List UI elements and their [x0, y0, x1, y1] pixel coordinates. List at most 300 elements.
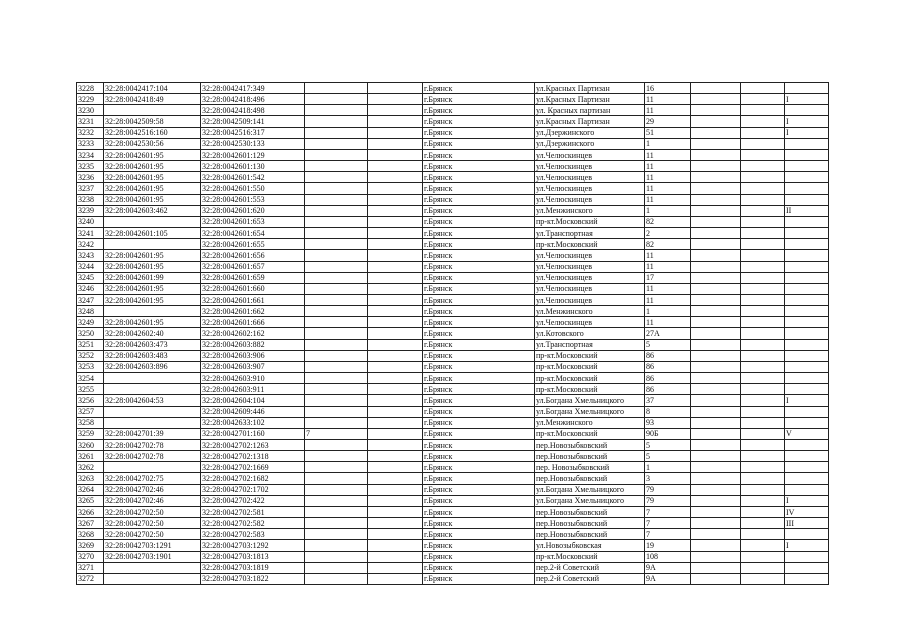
house-cell: 1: [645, 138, 691, 149]
street-cell: пер.Новозыбковский: [535, 473, 645, 484]
extra-cell-3: [691, 451, 741, 462]
extra-cell-4: [741, 451, 785, 462]
table-row: [77, 417, 829, 428]
street-cell: пер.Новозыбковский: [535, 451, 645, 462]
object-cadastral-cell: 32:28:0042702:1682: [201, 473, 305, 484]
object-cadastral-cell: 32:28:0042601:660: [201, 283, 305, 294]
house-cell: 7: [645, 518, 691, 529]
table-row: [77, 294, 829, 305]
roman-code-cell: I: [785, 495, 829, 506]
street-cell: ул.Новозыбковская: [535, 540, 645, 551]
row-number-cell: 3231: [77, 116, 104, 127]
extra-cell-1: [305, 261, 368, 272]
extra-cell-3: [691, 228, 741, 239]
land-cadastral-cell: 32:28:0042702:75: [104, 473, 201, 484]
table-row: [77, 127, 829, 138]
row-number-cell: 3255: [77, 384, 104, 395]
city-cell: г.Брянск: [423, 540, 535, 551]
house-cell: 11: [645, 161, 691, 172]
object-cadastral-cell: 32:28:0042702:581: [201, 506, 305, 517]
row-number-cell: 3241: [77, 228, 104, 239]
extra-cell-4: [741, 194, 785, 205]
extra-cell-1: [305, 451, 368, 462]
roman-code-cell: [785, 317, 829, 328]
extra-cell-4: [741, 138, 785, 149]
extra-cell-2: [368, 373, 423, 384]
extra-cell-3: [691, 529, 741, 540]
house-cell: 79: [645, 495, 691, 506]
house-cell: 93: [645, 417, 691, 428]
extra-cell-3: [691, 395, 741, 406]
extra-cell-4: [741, 239, 785, 250]
city-cell: г.Брянск: [423, 518, 535, 529]
row-number-cell: 3269: [77, 540, 104, 551]
land-cadastral-cell: 32:28:0042601:95: [104, 183, 201, 194]
row-number-cell: 3232: [77, 127, 104, 138]
extra-cell-4: [741, 127, 785, 138]
extra-cell-4: [741, 272, 785, 283]
extra-cell-3: [691, 328, 741, 339]
table-row: [77, 205, 829, 216]
extra-cell-3: [691, 161, 741, 172]
extra-cell-1: [305, 540, 368, 551]
table-row: [77, 306, 829, 317]
land-cadastral-cell: [104, 573, 201, 584]
extra-cell-2: [368, 228, 423, 239]
city-cell: г.Брянск: [423, 105, 535, 116]
extra-cell-1: [305, 495, 368, 506]
extra-cell-4: [741, 440, 785, 451]
object-cadastral-cell: 32:28:0042601:553: [201, 194, 305, 205]
land-cadastral-cell: 32:28:0042603:462: [104, 205, 201, 216]
land-cadastral-cell: 32:28:0042702:50: [104, 518, 201, 529]
extra-cell-3: [691, 317, 741, 328]
roman-code-cell: [785, 562, 829, 573]
table-row: [77, 473, 829, 484]
extra-cell-2: [368, 283, 423, 294]
object-cadastral-cell: 32:28:0042609:446: [201, 406, 305, 417]
object-cadastral-cell: 32:28:0042601:656: [201, 250, 305, 261]
extra-cell-2: [368, 183, 423, 194]
house-cell: 5: [645, 339, 691, 350]
house-cell: 27А: [645, 328, 691, 339]
extra-cell-3: [691, 294, 741, 305]
street-cell: пер.2-й Советский: [535, 573, 645, 584]
extra-cell-2: [368, 529, 423, 540]
land-cadastral-cell: 32:28:0042602:40: [104, 328, 201, 339]
house-cell: 86: [645, 373, 691, 384]
extra-cell-1: [305, 417, 368, 428]
object-cadastral-cell: 32:28:0042702:1669: [201, 462, 305, 473]
street-cell: ул.Красных Партизан: [535, 94, 645, 105]
extra-cell-4: [741, 395, 785, 406]
table-row: [77, 261, 829, 272]
roman-code-cell: [785, 161, 829, 172]
table-row: [77, 529, 829, 540]
house-cell: 108: [645, 551, 691, 562]
table-row: [77, 216, 829, 227]
row-number-cell: 3248: [77, 306, 104, 317]
extra-cell-2: [368, 384, 423, 395]
house-cell: 11: [645, 317, 691, 328]
object-cadastral-cell: 32:28:0042601:129: [201, 149, 305, 160]
extra-cell-1: [305, 484, 368, 495]
roman-code-cell: [785, 239, 829, 250]
house-cell: 82: [645, 216, 691, 227]
house-cell: 9А: [645, 573, 691, 584]
object-cadastral-cell: 32:28:0042702:1263: [201, 440, 305, 451]
city-cell: г.Брянск: [423, 451, 535, 462]
object-cadastral-cell: 32:28:0042703:1292: [201, 540, 305, 551]
extra-cell-4: [741, 484, 785, 495]
land-cadastral-cell: 32:28:0042601:95: [104, 294, 201, 305]
extra-cell-2: [368, 205, 423, 216]
house-cell: 17: [645, 272, 691, 283]
roman-code-cell: [785, 194, 829, 205]
table-row: [77, 406, 829, 417]
land-cadastral-cell: 32:28:0042516:160: [104, 127, 201, 138]
extra-cell-2: [368, 339, 423, 350]
house-cell: 5: [645, 451, 691, 462]
table-row: [77, 83, 829, 94]
extra-cell-1: [305, 283, 368, 294]
table-row: [77, 573, 829, 584]
extra-cell-3: [691, 339, 741, 350]
extra-cell-3: [691, 239, 741, 250]
extra-cell-3: [691, 573, 741, 584]
table-row: [77, 339, 829, 350]
row-number-cell: 3228: [77, 83, 104, 94]
house-cell: 11: [645, 261, 691, 272]
extra-cell-4: [741, 518, 785, 529]
extra-cell-3: [691, 149, 741, 160]
land-cadastral-cell: [104, 216, 201, 227]
street-cell: ул.Менжинского: [535, 417, 645, 428]
roman-code-cell: [785, 149, 829, 160]
city-cell: г.Брянск: [423, 462, 535, 473]
extra-cell-4: [741, 540, 785, 551]
extra-cell-1: [305, 194, 368, 205]
extra-cell-2: [368, 395, 423, 406]
house-cell: 79: [645, 484, 691, 495]
street-cell: ул.Богдана Хмельницкого: [535, 495, 645, 506]
extra-cell-4: [741, 406, 785, 417]
roman-code-cell: [785, 261, 829, 272]
roman-code-cell: [785, 350, 829, 361]
extra-cell-1: [305, 506, 368, 517]
land-cadastral-cell: 32:28:0042603:896: [104, 361, 201, 372]
house-cell: 11: [645, 283, 691, 294]
street-cell: ул.Челюскинцев: [535, 194, 645, 205]
row-number-cell: 3245: [77, 272, 104, 283]
street-cell: ул.Челюскинцев: [535, 283, 645, 294]
city-cell: г.Брянск: [423, 138, 535, 149]
land-cadastral-cell: 32:28:0042601:95: [104, 317, 201, 328]
street-cell: ул.Челюскинцев: [535, 183, 645, 194]
city-cell: г.Брянск: [423, 529, 535, 540]
street-cell: пр-кт.Московский: [535, 216, 645, 227]
extra-cell-1: [305, 373, 368, 384]
city-cell: г.Брянск: [423, 339, 535, 350]
extra-cell-4: [741, 261, 785, 272]
land-cadastral-cell: [104, 373, 201, 384]
extra-cell-4: [741, 473, 785, 484]
land-cadastral-cell: 32:28:0042703:1291: [104, 540, 201, 551]
row-number-cell: 3270: [77, 551, 104, 562]
extra-cell-3: [691, 484, 741, 495]
city-cell: г.Брянск: [423, 373, 535, 384]
table-row: [77, 451, 829, 462]
table-row: [77, 317, 829, 328]
table-row: [77, 361, 829, 372]
extra-cell-1: [305, 294, 368, 305]
extra-cell-3: [691, 138, 741, 149]
extra-cell-3: [691, 562, 741, 573]
house-cell: 11: [645, 172, 691, 183]
extra-cell-4: [741, 417, 785, 428]
extra-cell-1: [305, 473, 368, 484]
city-cell: г.Брянск: [423, 328, 535, 339]
row-number-cell: 3256: [77, 395, 104, 406]
city-cell: г.Брянск: [423, 573, 535, 584]
object-cadastral-cell: 32:28:0042702:1702: [201, 484, 305, 495]
object-cadastral-cell: 32:28:0042530:133: [201, 138, 305, 149]
city-cell: г.Брянск: [423, 562, 535, 573]
extra-cell-2: [368, 161, 423, 172]
table-row: [77, 272, 829, 283]
row-number-cell: 3271: [77, 562, 104, 573]
extra-cell-2: [368, 518, 423, 529]
roman-code-cell: I: [785, 395, 829, 406]
extra-cell-2: [368, 194, 423, 205]
city-cell: г.Брянск: [423, 216, 535, 227]
row-number-cell: 3242: [77, 239, 104, 250]
extra-cell-1: [305, 228, 368, 239]
extra-cell-2: [368, 417, 423, 428]
street-cell: пер.Новозыбковский: [535, 440, 645, 451]
land-cadastral-cell: [104, 462, 201, 473]
extra-cell-4: [741, 317, 785, 328]
extra-cell-1: [305, 529, 368, 540]
city-cell: г.Брянск: [423, 116, 535, 127]
extra-cell-4: [741, 361, 785, 372]
roman-code-cell: [785, 451, 829, 462]
extra-cell-4: [741, 149, 785, 160]
house-cell: 1: [645, 306, 691, 317]
extra-cell-2: [368, 172, 423, 183]
roman-code-cell: [785, 417, 829, 428]
object-cadastral-cell: 32:28:0042702:1318: [201, 451, 305, 462]
extra-cell-3: [691, 428, 741, 439]
table-row: [77, 562, 829, 573]
extra-cell-2: [368, 440, 423, 451]
city-cell: г.Брянск: [423, 194, 535, 205]
object-cadastral-cell: 32:28:0042601:620: [201, 205, 305, 216]
object-cadastral-cell: 32:28:0042601:666: [201, 317, 305, 328]
extra-cell-2: [368, 138, 423, 149]
roman-code-cell: [785, 529, 829, 540]
land-cadastral-cell: [104, 306, 201, 317]
table-row: [77, 395, 829, 406]
street-cell: ул.Красных Партизан: [535, 116, 645, 127]
land-cadastral-cell: 32:28:0042702:50: [104, 506, 201, 517]
table-row: [77, 540, 829, 551]
row-number-cell: 3251: [77, 339, 104, 350]
extra-cell-1: [305, 350, 368, 361]
row-number-cell: 3244: [77, 261, 104, 272]
roman-code-cell: [785, 250, 829, 261]
roman-code-cell: I: [785, 94, 829, 105]
extra-cell-1: [305, 205, 368, 216]
object-cadastral-cell: 32:28:0042516:317: [201, 127, 305, 138]
city-cell: г.Брянск: [423, 205, 535, 216]
extra-cell-2: [368, 551, 423, 562]
roman-code-cell: [785, 294, 829, 305]
city-cell: г.Брянск: [423, 250, 535, 261]
object-cadastral-cell: 32:28:0042601:659: [201, 272, 305, 283]
roman-code-cell: [785, 328, 829, 339]
street-cell: ул.Челюскинцев: [535, 272, 645, 283]
object-cadastral-cell: 32:28:0042633:102: [201, 417, 305, 428]
object-cadastral-cell: 32:28:0042601:653: [201, 216, 305, 227]
street-cell: ул.Челюскинцев: [535, 172, 645, 183]
object-cadastral-cell: 32:28:0042601:654: [201, 228, 305, 239]
table-row: [77, 194, 829, 205]
extra-cell-3: [691, 116, 741, 127]
extra-cell-4: [741, 183, 785, 194]
city-cell: г.Брянск: [423, 317, 535, 328]
extra-cell-1: [305, 406, 368, 417]
roman-code-cell: [785, 272, 829, 283]
extra-cell-2: [368, 294, 423, 305]
house-cell: 11: [645, 149, 691, 160]
extra-cell-4: [741, 339, 785, 350]
object-cadastral-cell: 32:28:0042701:160: [201, 428, 305, 439]
roman-code-cell: [785, 484, 829, 495]
city-cell: г.Брянск: [423, 361, 535, 372]
extra-cell-1: [305, 272, 368, 283]
row-number-cell: 3262: [77, 462, 104, 473]
extra-cell-3: [691, 384, 741, 395]
table-row: [77, 462, 829, 473]
extra-cell-3: [691, 272, 741, 283]
land-cadastral-cell: 32:28:0042702:46: [104, 495, 201, 506]
roman-code-cell: [785, 306, 829, 317]
house-cell: 29: [645, 116, 691, 127]
extra-cell-4: [741, 562, 785, 573]
street-cell: ул.Красных Партизан: [535, 83, 645, 94]
extra-cell-1: [305, 138, 368, 149]
row-number-cell: 3260: [77, 440, 104, 451]
object-cadastral-cell: 32:28:0042603:906: [201, 350, 305, 361]
extra-cell-3: [691, 216, 741, 227]
extra-cell-1: [305, 306, 368, 317]
table-row: [77, 228, 829, 239]
land-cadastral-cell: 32:28:0042601:95: [104, 161, 201, 172]
table-row: [77, 518, 829, 529]
extra-cell-3: [691, 306, 741, 317]
street-cell: ул.Челюскинцев: [535, 317, 645, 328]
street-cell: ул.Менжинского: [535, 306, 645, 317]
land-cadastral-cell: 32:28:0042601:95: [104, 149, 201, 160]
extra-cell-3: [691, 250, 741, 261]
land-cadastral-cell: 32:28:0042702:78: [104, 440, 201, 451]
street-cell: пр-кт.Московский: [535, 373, 645, 384]
extra-cell-2: [368, 328, 423, 339]
extra-cell-4: [741, 105, 785, 116]
roman-code-cell: [785, 440, 829, 451]
table-row: [77, 440, 829, 451]
object-cadastral-cell: 32:28:0042601:550: [201, 183, 305, 194]
city-cell: г.Брянск: [423, 261, 535, 272]
street-cell: ул.Челюскинцев: [535, 161, 645, 172]
roman-code-cell: I: [785, 127, 829, 138]
extra-cell-3: [691, 373, 741, 384]
street-cell: пр-кт.Московский: [535, 350, 645, 361]
land-cadastral-cell: 32:28:0042601:95: [104, 194, 201, 205]
roman-code-cell: [785, 473, 829, 484]
land-cadastral-cell: 32:28:0042601:95: [104, 250, 201, 261]
street-cell: ул.Челюскинцев: [535, 294, 645, 305]
extra-cell-2: [368, 239, 423, 250]
city-cell: г.Брянск: [423, 306, 535, 317]
city-cell: г.Брянск: [423, 183, 535, 194]
extra-cell-3: [691, 261, 741, 272]
row-number-cell: 3249: [77, 317, 104, 328]
extra-cell-1: [305, 216, 368, 227]
city-cell: г.Брянск: [423, 395, 535, 406]
house-cell: 3: [645, 473, 691, 484]
city-cell: г.Брянск: [423, 239, 535, 250]
city-cell: г.Брянск: [423, 417, 535, 428]
extra-cell-3: [691, 440, 741, 451]
house-cell: 11: [645, 250, 691, 261]
land-cadastral-cell: 32:28:0042601:99: [104, 272, 201, 283]
table-row: [77, 495, 829, 506]
street-cell: ул.Богдана Хмельницкого: [535, 406, 645, 417]
extra-cell-2: [368, 484, 423, 495]
extra-cell-2: [368, 94, 423, 105]
object-cadastral-cell: 32:28:0042603:882: [201, 339, 305, 350]
street-cell: пр-кт.Московский: [535, 551, 645, 562]
row-number-cell: 3239: [77, 205, 104, 216]
street-cell: ул.Транспортная: [535, 339, 645, 350]
extra-cell-3: [691, 105, 741, 116]
extra-cell-1: [305, 149, 368, 160]
city-cell: г.Брянск: [423, 83, 535, 94]
house-cell: 51: [645, 127, 691, 138]
extra-cell-4: [741, 116, 785, 127]
roman-code-cell: [785, 573, 829, 584]
row-number-cell: 3266: [77, 506, 104, 517]
land-cadastral-cell: 32:28:0042603:483: [104, 350, 201, 361]
object-cadastral-cell: 32:28:0042604:104: [201, 395, 305, 406]
extra-cell-4: [741, 306, 785, 317]
extra-cell-1: [305, 183, 368, 194]
row-number-cell: 3259: [77, 428, 104, 439]
extra-cell-4: [741, 94, 785, 105]
extra-cell-1: [305, 317, 368, 328]
object-cadastral-cell: 32:28:0042509:141: [201, 116, 305, 127]
extra-cell-3: [691, 205, 741, 216]
city-cell: г.Брянск: [423, 272, 535, 283]
roman-code-cell: I: [785, 116, 829, 127]
extra-cell-4: [741, 205, 785, 216]
extra-cell-3: [691, 417, 741, 428]
object-cadastral-cell: 32:28:0042702:583: [201, 529, 305, 540]
land-cadastral-cell: 32:28:0042604:53: [104, 395, 201, 406]
house-cell: 11: [645, 105, 691, 116]
